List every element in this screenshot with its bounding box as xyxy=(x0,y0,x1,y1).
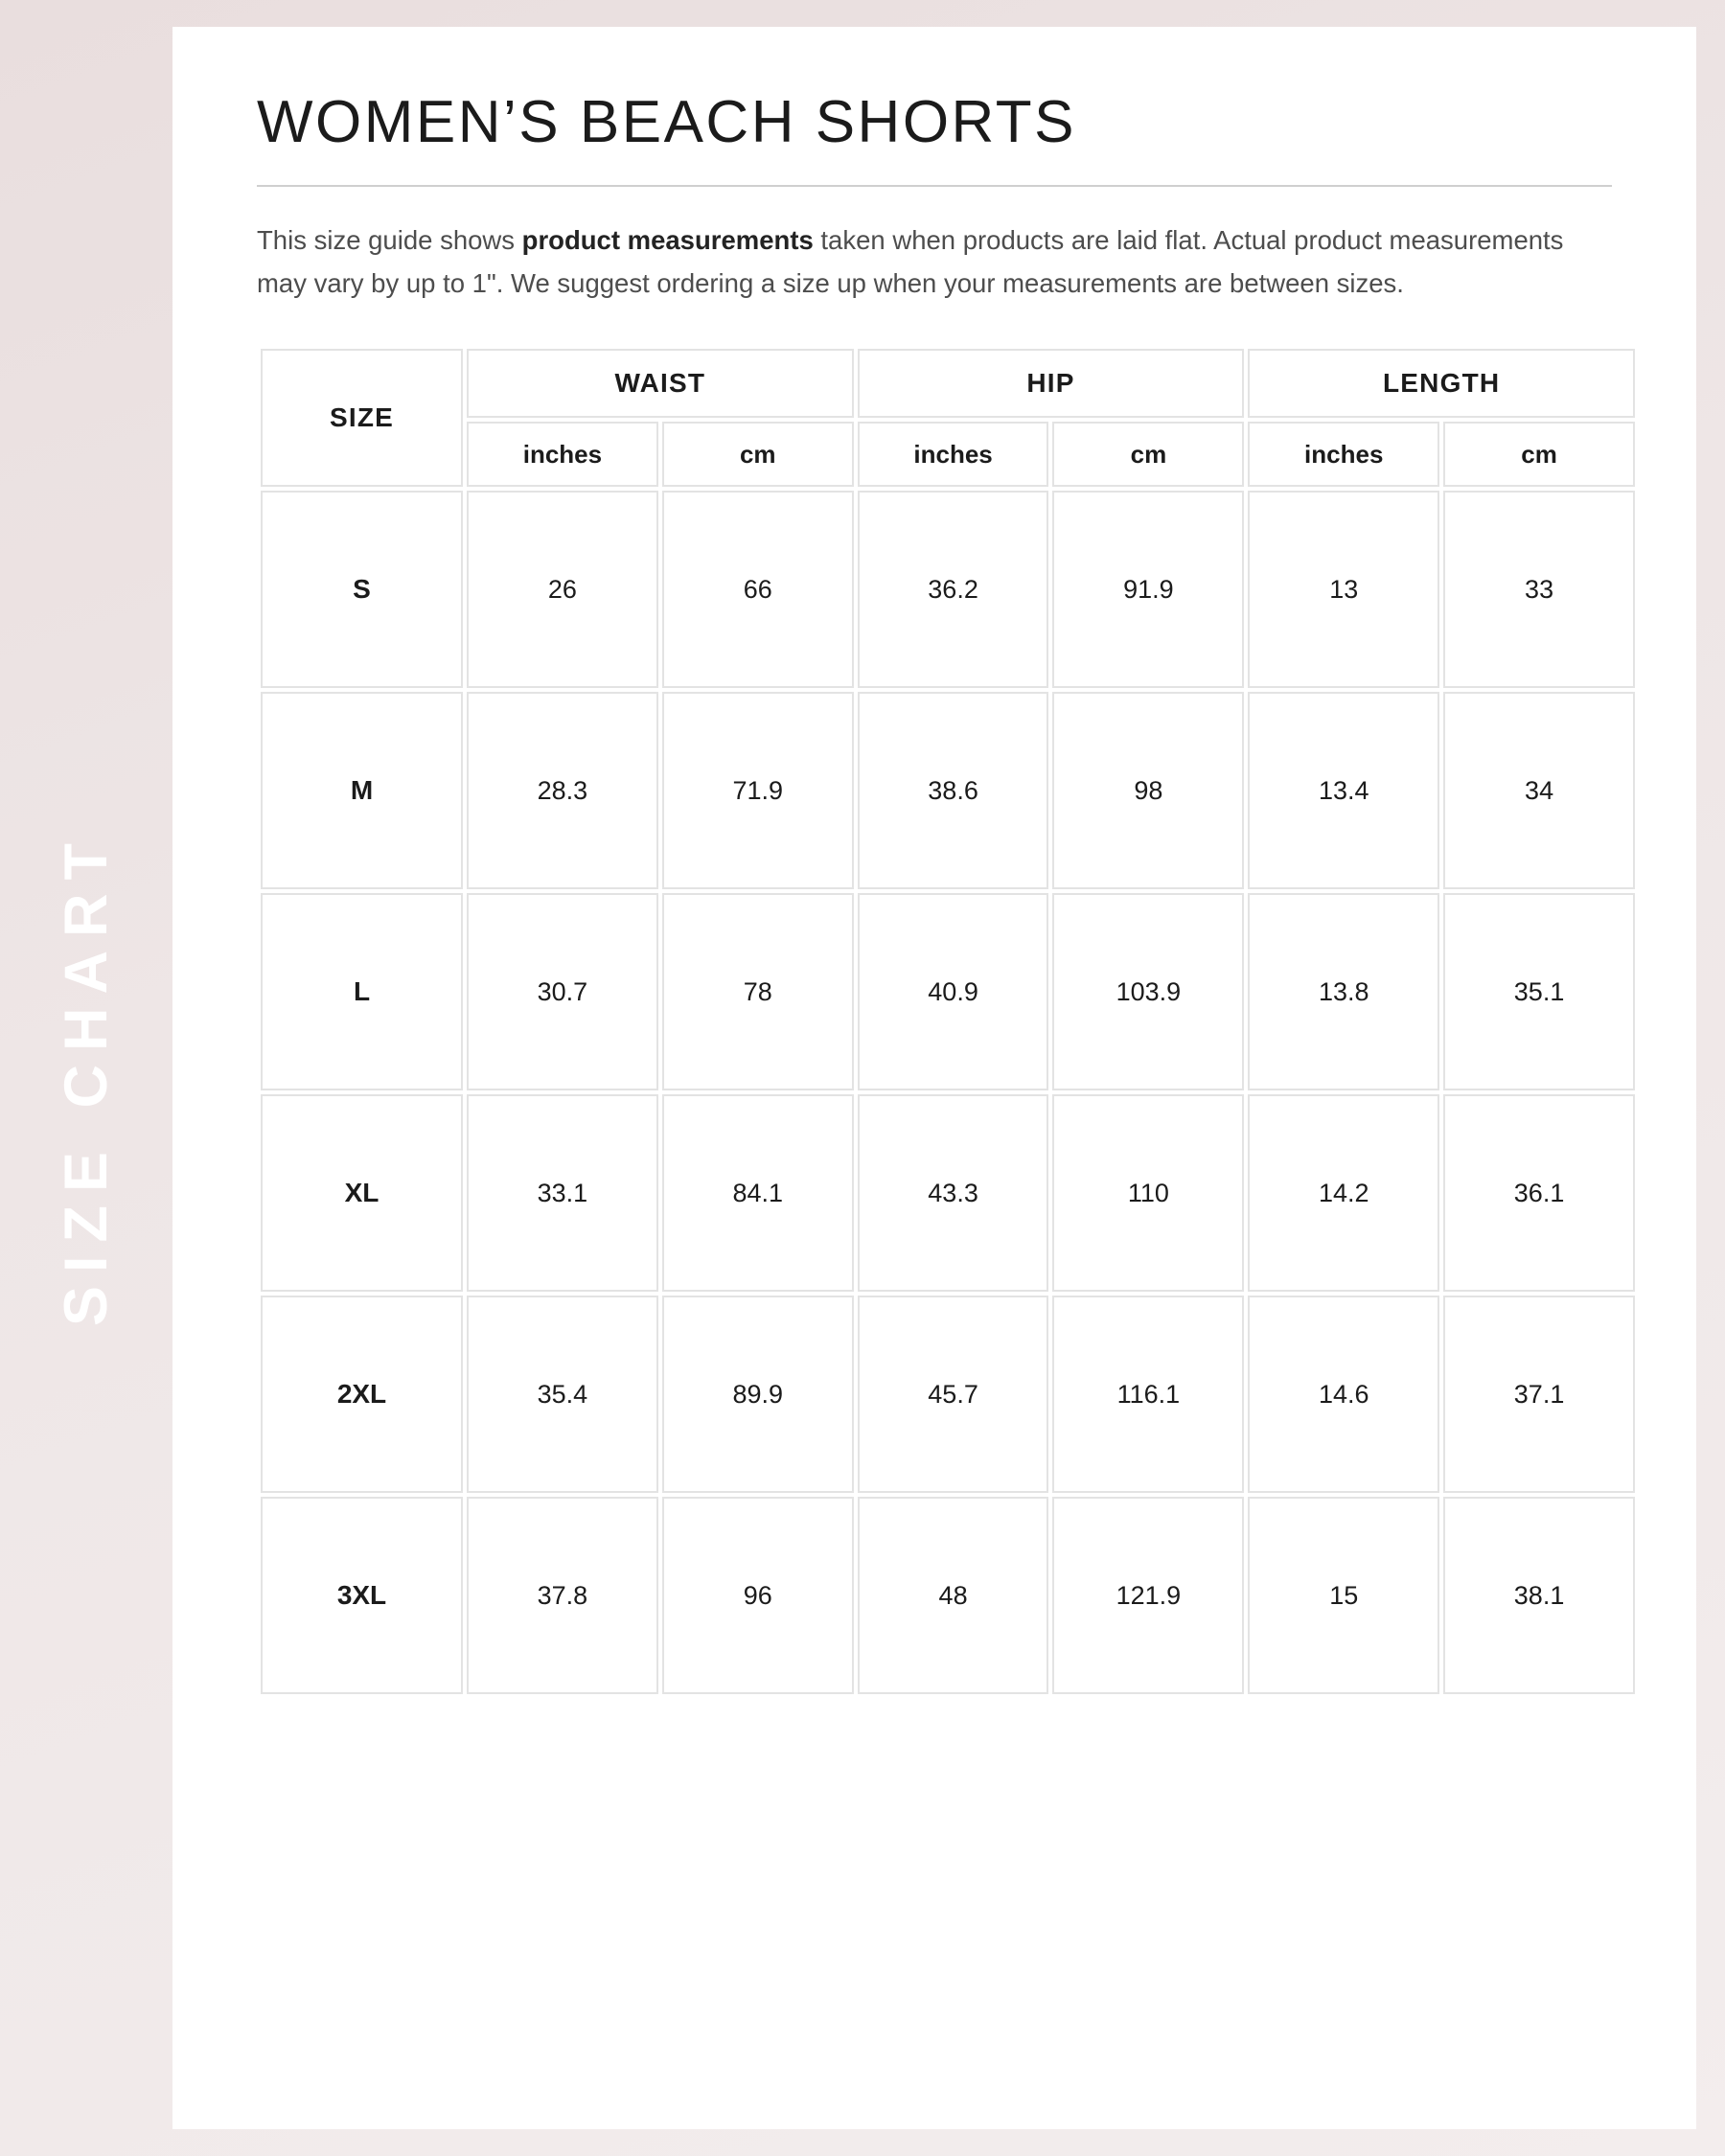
cell-waist-inches: 33.1 xyxy=(467,1094,658,1292)
cell-length-cm: 33 xyxy=(1443,491,1635,688)
side-label-text: SIZE CHART xyxy=(53,830,120,1326)
cell-waist-cm: 84.1 xyxy=(662,1094,854,1292)
cell-length-inches: 13.8 xyxy=(1248,893,1439,1090)
cell-length-inches: 13 xyxy=(1248,491,1439,688)
cell-hip-cm: 91.9 xyxy=(1052,491,1244,688)
cell-waist-inches: 26 xyxy=(467,491,658,688)
size-table-body xyxy=(261,491,1635,1694)
intro-paragraph xyxy=(257,219,1612,305)
cell-hip-cm: 121.9 xyxy=(1052,1497,1244,1694)
cell-length-cm: 34 xyxy=(1443,692,1635,889)
header-unit-waist-cm: cm xyxy=(662,422,854,487)
cell-hip-cm: 116.1 xyxy=(1052,1296,1244,1493)
cell-size: M xyxy=(261,692,463,889)
header-unit-length-inches: inches xyxy=(1248,422,1439,487)
cell-waist-inches: 28.3 xyxy=(467,692,658,889)
cell-length-inches: 14.6 xyxy=(1248,1296,1439,1493)
side-label xyxy=(0,0,172,2156)
header-unit-waist-inches: inches xyxy=(467,422,658,487)
cell-length-inches: 13.4 xyxy=(1248,692,1439,889)
cell-length-cm: 38.1 xyxy=(1443,1497,1635,1694)
intro-after: taken when products are laid flat. Actual product measurements may vary by up to 1". We suggest ordering a size up when your measurements are between sizes. xyxy=(257,225,1564,298)
cell-hip-inches: 45.7 xyxy=(858,1296,1049,1493)
cell-hip-cm: 103.9 xyxy=(1052,893,1244,1090)
table-row xyxy=(261,692,1635,889)
table-row xyxy=(261,1094,1635,1292)
cell-size: 3XL xyxy=(261,1497,463,1694)
cell-hip-inches: 40.9 xyxy=(858,893,1049,1090)
header-group-length: LENGTH xyxy=(1248,349,1635,418)
table-row xyxy=(261,1296,1635,1493)
cell-size: XL xyxy=(261,1094,463,1292)
table-group-row xyxy=(261,349,1635,418)
header-unit-length-cm: cm xyxy=(1443,422,1635,487)
cell-hip-cm: 110 xyxy=(1052,1094,1244,1292)
cell-size: L xyxy=(261,893,463,1090)
cell-size: 2XL xyxy=(261,1296,463,1493)
cell-hip-inches: 43.3 xyxy=(858,1094,1049,1292)
size-table xyxy=(257,345,1639,1698)
table-row xyxy=(261,893,1635,1090)
cell-waist-inches: 30.7 xyxy=(467,893,658,1090)
cell-hip-inches: 38.6 xyxy=(858,692,1049,889)
cell-waist-cm: 89.9 xyxy=(662,1296,854,1493)
cell-waist-cm: 78 xyxy=(662,893,854,1090)
cell-length-inches: 15 xyxy=(1248,1497,1439,1694)
cell-size: S xyxy=(261,491,463,688)
cell-waist-cm: 71.9 xyxy=(662,692,854,889)
table-row xyxy=(261,491,1635,688)
table-row xyxy=(261,1497,1635,1694)
table-unit-row xyxy=(261,422,1635,487)
cell-waist-cm: 66 xyxy=(662,491,854,688)
page-title: WOMEN’S BEACH SHORTS xyxy=(257,89,1076,155)
cell-hip-inches: 36.2 xyxy=(858,491,1049,688)
cell-length-cm: 36.1 xyxy=(1443,1094,1635,1292)
title-divider xyxy=(257,185,1612,187)
cell-waist-inches: 37.8 xyxy=(467,1497,658,1694)
intro-before: This size guide shows xyxy=(257,225,522,255)
cell-waist-inches: 35.4 xyxy=(467,1296,658,1493)
cell-waist-cm: 96 xyxy=(662,1497,854,1694)
intro-bold: product measurements xyxy=(521,225,814,255)
cell-hip-cm: 98 xyxy=(1052,692,1244,889)
size-chart-card xyxy=(172,27,1696,2129)
cell-length-cm: 35.1 xyxy=(1443,893,1635,1090)
cell-length-cm: 37.1 xyxy=(1443,1296,1635,1493)
header-unit-hip-inches: inches xyxy=(858,422,1049,487)
header-group-waist: WAIST xyxy=(467,349,854,418)
cell-hip-inches: 48 xyxy=(858,1497,1049,1694)
size-table-head xyxy=(261,349,1635,487)
header-unit-hip-cm: cm xyxy=(1052,422,1244,487)
header-size: SIZE xyxy=(261,349,463,487)
cell-length-inches: 14.2 xyxy=(1248,1094,1439,1292)
header-group-hip: HIP xyxy=(858,349,1245,418)
